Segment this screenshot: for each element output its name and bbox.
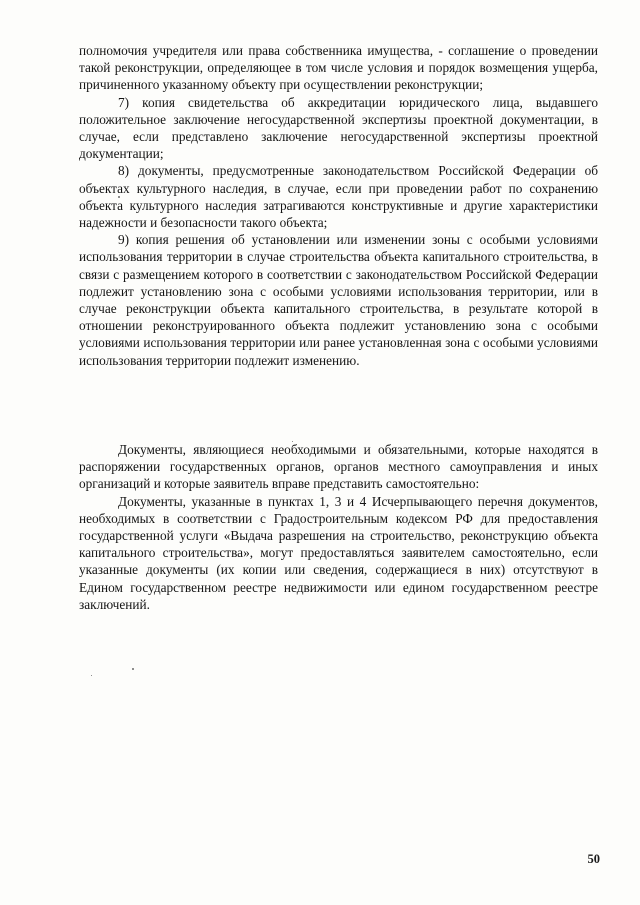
text-block-bottom <box>79 441 598 613</box>
paragraph-owner-agreement: полномочия учредителя или права собственника имущества, - соглашение о проведении такой реконструкции, определяющее в том числе условия и порядок возмещения ущерба, причиненного указанному объекту при осуществлении реконструкции; <box>79 43 598 93</box>
page-number: 50 <box>587 852 600 866</box>
paragraph-item-7: 7) копия свидетельства об аккредитации юридического лица, выдавшего положительное заключение негосударственной экспертизы проектной документации, в случае, если представлено заключение негосударственной экспертизы проектной документации; <box>79 94 598 162</box>
paragraph-item-8: 8) документы, предусмотренные законодательством Российской Федерации об объектах культурного наследия, в случае, если при проведении работ по сохранению объекта культурного наследия затрагиваются конструктивные и другие характеристики надежности и безопасности такого объекта; <box>79 163 598 231</box>
scan-speck <box>292 441 293 442</box>
paragraph-item-9: 9) копия решения об установлении или изменении зоны с особыми условиями использования территории в случае строительства объекта капитального строительства, в связи с размещением которого в соответствии с законодательством Российской Федерации подлежит установлению зона с особыми условиями использования территории, или в случае реконструкции объекта капитального строительства, в результате которой в отношении реконструированного объекта подлежит установлению зона с особыми условиями использования территории или ранее установленная зона с особыми условиями использования территории подлежит изменению. <box>79 232 598 368</box>
scan-speck <box>118 196 120 198</box>
text-block-top <box>79 42 598 369</box>
paragraph-required-documents: Документы, являющиеся необходимыми и обязательными, которые находятся в распоряжении государственных органов, органов местного самоуправления и иных организаций и которые заявитель вправе представить самостоятельно: <box>79 442 598 492</box>
scan-speck <box>91 675 92 676</box>
scan-speck <box>132 668 134 670</box>
paragraph-documents-self-submitted: Документы, указанные в пунктах 1, 3 и 4 Исчерпывающего перечня документов, необходимых в соответствии с Градостроительным кодексом РФ для предоставления государственной услуги «Выдача разрешения на строительство, реконструкцию объекта капитального строительства», могут предоставляться заявителем самостоятельно, если указанные документы (их копии или сведения, содержащиеся в них) отсутствуют в Едином государственном реестре недвижимости или едином государственном реестре заключений. <box>79 493 598 612</box>
